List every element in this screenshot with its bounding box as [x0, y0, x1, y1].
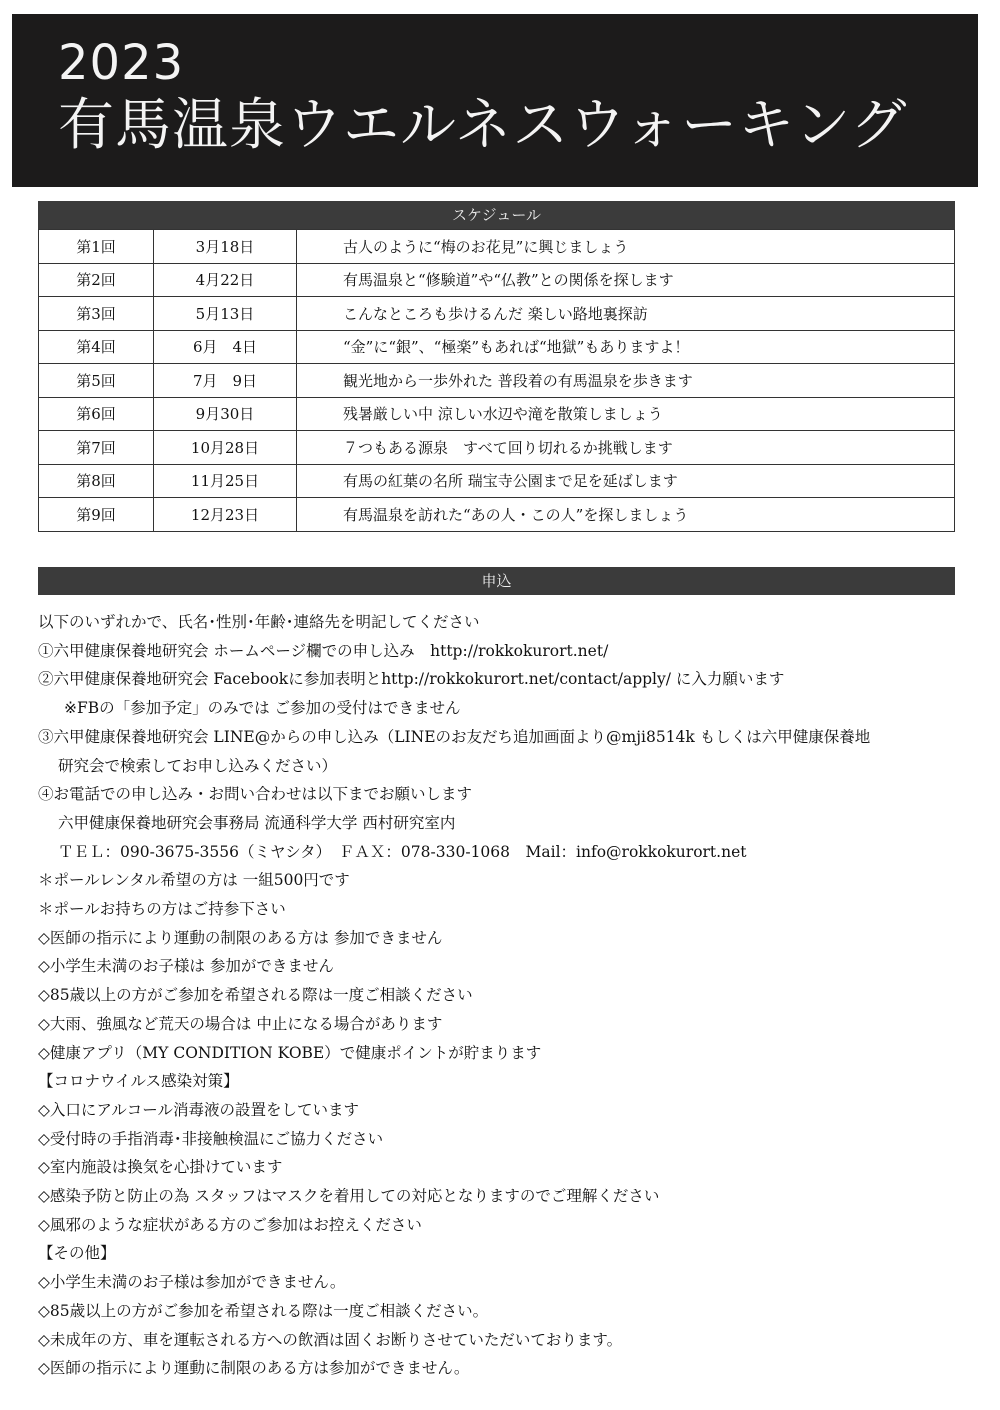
note-item: ◇大雨、強風など荒天の場合は 中止になる場合があります [38, 1014, 443, 1033]
other-item: ◇医師の指示により運動に制限のある方は参加ができません。 [38, 1359, 470, 1378]
session-date: 4月22日 [154, 263, 297, 297]
application-method-facebook: ②六甲健康保養地研究会 Facebookに参加表明とhttp://rokkokurort.net/contact/apply/ に入力願います [38, 670, 785, 689]
session-description: 有馬の紅葉の名所 瑞宝寺公園まで足を延ばします [297, 464, 955, 498]
covid-item: ◇室内施設は換気を心掛けています [38, 1158, 283, 1177]
session-date: 10月28日 [154, 431, 297, 465]
note-pole-own: ＊ポールお持ちの方はご持参下さい [38, 900, 286, 919]
office-address: 六甲健康保養地研究会事務局 流通科学大学 西村研究室内 [58, 813, 456, 832]
schedule-row [39, 498, 955, 532]
note-pole-rental: ＊ポールレンタル希望の方は 一組500円です [38, 871, 350, 890]
application-details [38, 608, 978, 1383]
session-description: 古人のように“梅のお花見”に興じましょう [297, 230, 955, 264]
session-number: 第8回 [39, 464, 154, 498]
session-number: 第7回 [39, 431, 154, 465]
session-date: 7月 9日 [154, 364, 297, 398]
schedule-row [39, 397, 955, 431]
session-number: 第4回 [39, 330, 154, 364]
session-date: 9月30日 [154, 397, 297, 431]
application-method-line: ③六甲健康保養地研究会 LINE@からの申し込み（LINEのお友だち追加画面より@mji8514k もしくは六甲健康保養地 [38, 727, 871, 746]
schedule-table [38, 229, 955, 532]
session-number: 第3回 [39, 297, 154, 331]
session-description: “金”に“銀”、“極楽”もあれば“地獄”もありますよ！ [297, 330, 955, 364]
session-number: 第1回 [39, 230, 154, 264]
session-number: 第5回 [39, 364, 154, 398]
application-intro: 以下のいずれかで、氏名･性別･年齢･連絡先を明記してください [38, 613, 480, 631]
session-description: ７つもある源泉 すべて回り切れるか挑戦します [297, 431, 955, 465]
covid-item: ◇風邪のような症状がある方のご参加はお控えください [38, 1215, 422, 1234]
session-date: 3月18日 [154, 230, 297, 264]
event-year: 2023 [58, 35, 185, 91]
note-item: ◇小学生未満のお子様は 参加ができません [38, 957, 334, 976]
schedule-row [39, 230, 955, 264]
other-item: ◇未成年の方、車を運転される方への飲酒は固くお断りさせていただいております。 [38, 1330, 623, 1349]
title-banner [12, 14, 978, 187]
other-heading: 【その他】 [38, 1244, 116, 1263]
session-number: 第6回 [39, 397, 154, 431]
contact-info: ＴＥＬ：090-3675-3556（ミヤシタ） ＦＡＸ：078-330-1068 Mail：info@rokkokurort.net [58, 842, 747, 861]
schedule-row [39, 297, 955, 331]
session-date: 11月25日 [154, 464, 297, 498]
session-number: 第2回 [39, 263, 154, 297]
session-number: 第9回 [39, 498, 154, 532]
application-method-line-cont: 研究会で検索してお申し込みください） [58, 756, 338, 775]
schedule-row [39, 364, 955, 398]
session-description: 有馬温泉と“修験道”や“仏教”との関係を探します [297, 263, 955, 297]
covid-item: ◇感染予防と防止の為 スタッフはマスクを着用しての対応となりますのでご理解ください [38, 1187, 660, 1206]
schedule-row [39, 330, 955, 364]
application-method-phone: ④お電話での申し込み・お問い合わせは以下までお願いします [38, 785, 473, 804]
schedule-heading: スケジュール [38, 201, 955, 229]
other-item: ◇小学生未満のお子様は参加ができません。 [38, 1273, 346, 1292]
session-date: 12月23日 [154, 498, 297, 532]
event-title: 有馬温泉ウエルネスウォーキング [58, 93, 908, 158]
session-description: 観光地から一歩外れた 普段着の有馬温泉を歩きます [297, 364, 955, 398]
schedule-row [39, 263, 955, 297]
session-date: 6月 4日 [154, 330, 297, 364]
session-date: 5月13日 [154, 297, 297, 331]
note-item: ◇健康アプリ（MY CONDITION KOBE）で健康ポイントが貯まります [38, 1043, 542, 1062]
facebook-note: ※FBの「参加予定」のみでは ご参加の受付はできません [64, 699, 461, 718]
note-item: ◇医師の指示により運動の制限のある方は 参加できません [38, 928, 443, 947]
application-heading: 申込 [38, 567, 955, 595]
schedule-row [39, 464, 955, 498]
schedule-row [39, 431, 955, 465]
session-description: こんなところも歩けるんだ 楽しい路地裏探訪 [297, 297, 955, 331]
covid-heading: 【コロナウイルス感染対策】 [38, 1072, 239, 1091]
covid-item: ◇入口にアルコール消毒液の設置をしています [38, 1100, 359, 1119]
covid-item: ◇受付時の手指消毒･非接触検温にご協力ください [38, 1129, 384, 1148]
other-item: ◇85歳以上の方がご参加を希望される際は一度ご相談ください。 [38, 1301, 489, 1320]
session-description: 有馬温泉を訪れた“あの人・この人”を探しましょう [297, 498, 955, 532]
session-description: 残暑厳しい中 涼しい水辺や滝を散策しましょう [297, 397, 955, 431]
note-item: ◇85歳以上の方がご参加を希望される際は一度ご相談ください [38, 986, 473, 1005]
application-method-web: ①六甲健康保養地研究会 ホームページ欄での申し込み http://rokkokurort.net/ [38, 641, 609, 660]
